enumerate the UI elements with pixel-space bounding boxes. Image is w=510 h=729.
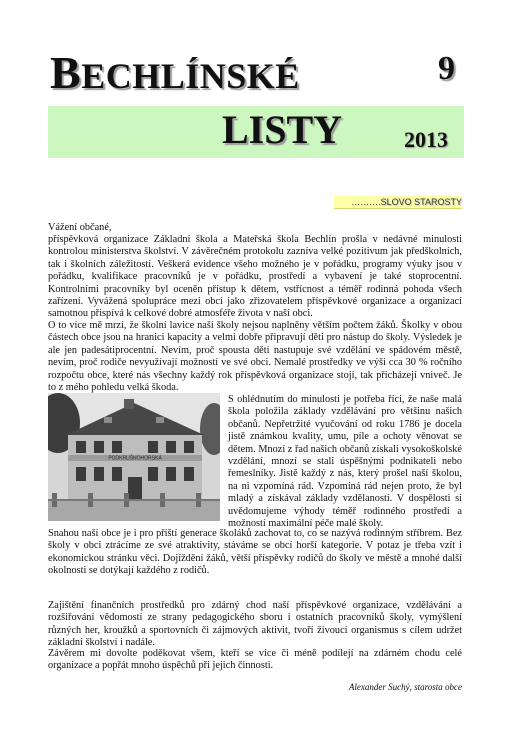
article-paragraph-5: Zajištění finančních prostředků pro zdárný chod naší příspěvkové organizace, vzdělávání a rozšiřování vědomostí ze strany pedagogického sboru i ostatních pracovníků školy, vymýšlení různých her, kroužků a sportovních či zájmových aktivit, tvoří živoucí organismus s cílem udržet základní školství i nadále. — [48, 600, 462, 649]
school-building-photo — [48, 393, 220, 521]
masthead-title-rest: ECHLÍNSKÉ — [81, 56, 300, 96]
article-paragraph-2: O to více mě mrzí, že školní lavice naší školy nejsou naplněny větším počtem žáků. Školky v obou částech obce jsou na hranici kapacity a velmi dobře připravují děti pro nástup do školy. Výsledek je ale jen padesátiprocentní. Nevím, proč spousta dětí nastupuje své vzdělání ve spádovém městě, nevím, proč rodiče nevyužívají možností ve své obci. Nemalé prostředky ve výši cca 30 % ročního rozpočtu obce, které nás všechny každý rok příspěvková organizace stojí, tak přicházejí vniveč. Je to z mého pohledu velká škoda. — [48, 320, 462, 394]
section-label: ……….SLOVO STAROSTY — [334, 196, 462, 209]
masthead-title-line-1 — [50, 47, 300, 98]
issue-year: 2013 — [404, 127, 448, 152]
article-paragraph-6: Závěrem mi dovolte poděkovat všem, kteří se více či méně podílejí na zdárném chodu celé organizace a popřát mnoho úspěchů při jejich činnosti. — [48, 648, 462, 672]
article-paragraph-4: Snahou naší obce je i pro příští generace školáků zachovat to, co se nazývá rodinným stříbrem. Bez školy v obci ztrácíme ze své atraktivity, stáváme se obcí horší kategorie. V potaz je třeba vzít i ekonomickou stránku věci. Dojíždění žáků, větší příspěvky rodičů do školy ve městě a mnohé další okolnosti se dotýkají každého z rodičů. — [48, 528, 462, 577]
article-paragraph-1: příspěvková organizace Základní škola a Mateřská škola Bechlín prošla v nedávné minulosti kontrolou ministerstva školství. V závěrečném protokolu zazníva velké pozitivum jak předškolních, tak i školních záležitostí. Veškerá evidence všeho možného je v pořádku, programy výuky jsou v pořádku, kvalifikace pracovníků je v pořádku, prostředí a vybavení je také stoprocentní. Kontrolními pracovníky byl oceněn přístup k dětem, vstřícnost a téměř rodinná pohoda všech zařízení. Vyvážená spolupráce mezi obcí jako zřizovatelem příspěvkové organizace a organizací samotnou přispívá k celkové dobré atmosféře života v naší obci. — [48, 234, 462, 320]
issue-number: 9 — [438, 50, 455, 87]
article-greeting: Vážení občané, — [48, 222, 112, 233]
article-signature: Alexander Suchý, starosta obce — [348, 682, 462, 692]
masthead-title-initial: B — [50, 47, 82, 98]
masthead-title-line-2: LISTY — [222, 107, 343, 152]
photo-sign-text: PODKRUŠNOHORSKÁ — [108, 455, 162, 462]
article-paragraph-3: S ohlédnutím do minulosti je potřeba říci, že naše malá škola položila základy vzdělávání pro většinu našich občanů. Nepřetržité vyučování od roku 1786 je docela jistě známkou kvality, umu, píle a ochoty věnovat se dětem. Mnozí z řad našich občanů získali vysokoškolské vzdělání, mnozí se stali úspěšnými podnikateli nebo řemeslníky. Jistě každý z nás, který prošel naší školou, na ni vzpomíná rád. Vzpomíná rád nejen proto, že byl mladý a získával základy vzdělanosti. V dospělosti si uvědomujeme výhody téměř rodinného prostředí a možností maximální péče malé školy. — [228, 394, 462, 530]
school-building-illustration — [48, 393, 220, 521]
